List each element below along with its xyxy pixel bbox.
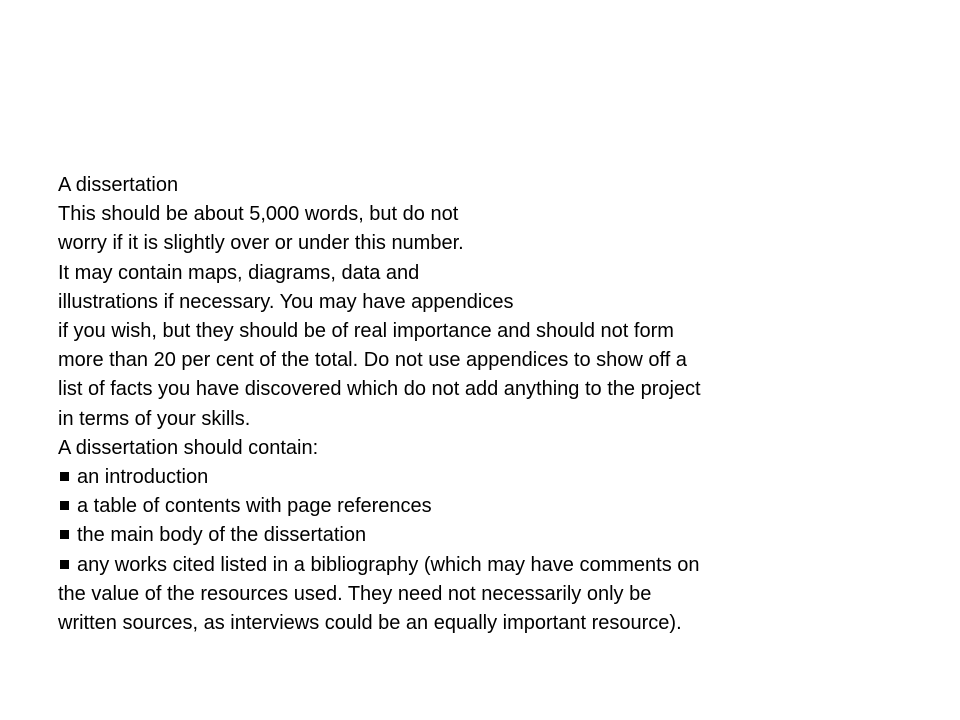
bullet-text: the main body of the dissertation [77, 524, 367, 547]
bullet-item [58, 551, 918, 580]
contents-heading: A dissertation should contain: [58, 436, 319, 459]
paragraph-line: It may contain maps, diagrams, data and [58, 261, 420, 284]
body-text [58, 171, 918, 638]
bullet-item [58, 463, 918, 492]
square-bullet-icon [60, 530, 69, 539]
bullet-item [58, 521, 918, 550]
bullet-text: an introduction [77, 466, 209, 489]
paragraph-line: in terms of your skills. [58, 407, 251, 430]
bullet-text: a table of contents with page references [77, 495, 432, 518]
paragraph-line: This should be about 5,000 words, but do not [58, 203, 459, 226]
paragraph-line: illustrations if necessary. You may have appendices [58, 290, 514, 313]
paragraph-line: list of facts you have discovered which do not add anything to the project [58, 378, 701, 401]
square-bullet-icon [60, 472, 69, 481]
paragraph-line: more than 20 per cent of the total. Do not use appendices to show off a [58, 349, 687, 372]
document-title: A dissertation [58, 174, 179, 196]
continuation-line: the value of the resources used. They need not necessarily only be [58, 582, 652, 605]
square-bullet-icon [60, 501, 69, 510]
paragraph-line: if you wish, but they should be of real importance and should not form [58, 320, 674, 343]
paragraph-line: worry if it is slightly over or under this number. [58, 232, 464, 255]
continuation-line: written sources, as interviews could be an equally important resource). [58, 612, 682, 635]
bullet-item [58, 492, 918, 521]
square-bullet-icon [60, 560, 69, 569]
bullet-text: any works cited listed in a bibliography (which may have comments on [77, 553, 700, 576]
